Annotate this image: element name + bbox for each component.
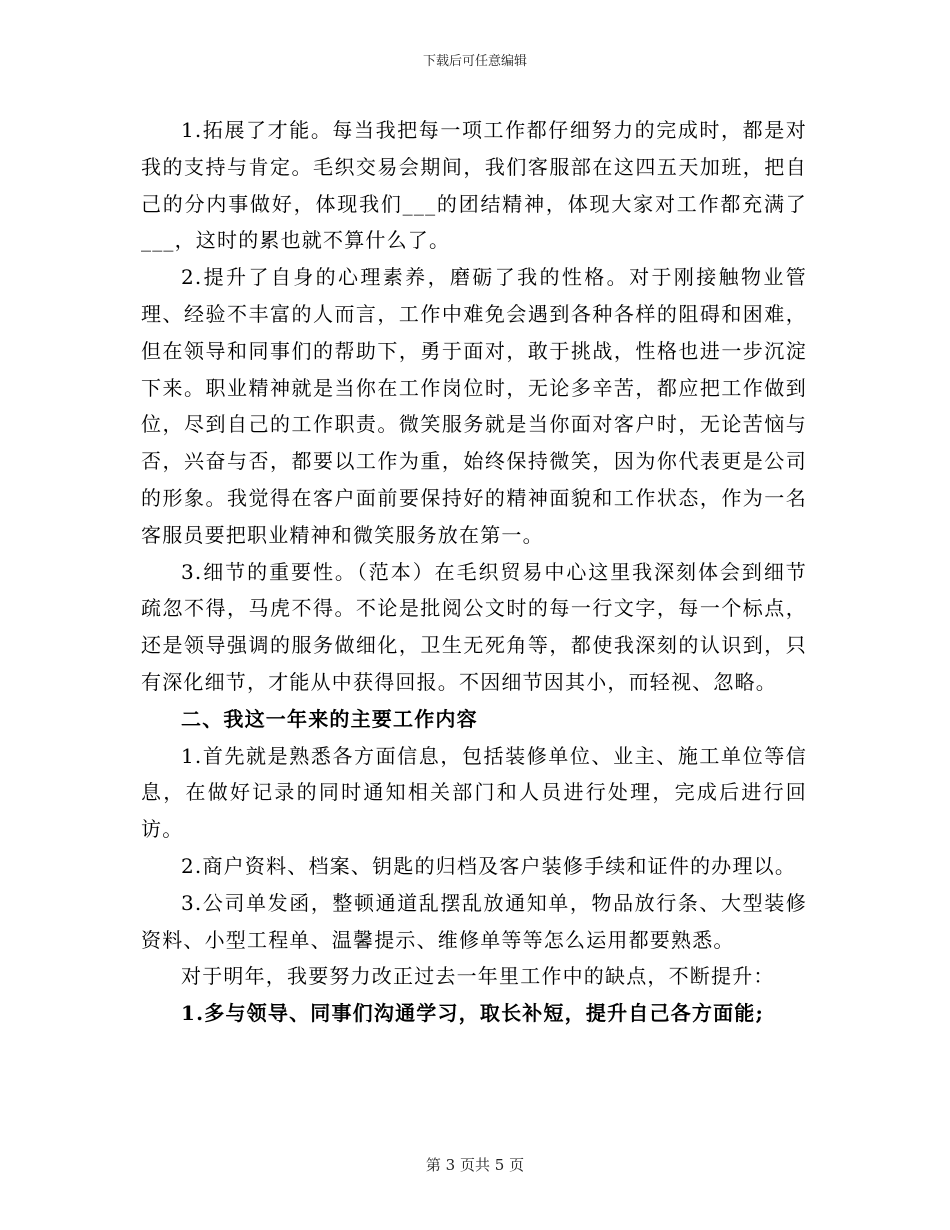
page-header: 下载后可任意编辑 [422, 54, 527, 69]
document-body [141, 112, 807, 1032]
work-item-archive: 2.商户资料、档案、钥匙的归档及客户装修手续和证件的办理以。 [181, 853, 797, 878]
section-heading: 二、我这一年来的主要工作内容 [181, 706, 478, 731]
work-item-info: 1.首先就是熟悉各方面信息，包括装修单位、业主、施工单位等信息，在做好记录的同时通知相关部门和人员进行处理，完成后进行回访。 [141, 743, 807, 842]
paragraph-details: 3.细节的重要性。（范本）在毛织贸易中心这里我深刻体会到细节疏忽不得，马虎不得。不论是批阅公文时的每一行文字，每一个标点，还是领导强调的服务做细化，卫生无死角等，都使我深刻的认识到，只有深化细节，才能从中获得回报。不因细节因其小，而轻视、忽略。 [141, 559, 807, 694]
next-year-item: 1.多与领导、同事们沟通学习，取长补短，提升自己各方面能; [181, 1001, 765, 1026]
paragraph-psychology: 2.提升了自身的心理素养，磨砺了我的性格。对于刚接触物业管理、经验不丰富的人而言，工作中难免会遇到各种各样的阻碍和困难，但在领导和同事们的帮助下，勇于面对，敢于挑战，性格也进一步沉淀下来。职业精神就是当你在工作岗位时，无论多辛苦，都应把工作做到位，尽到自己的工作职责。微笑服务就是当你面对客户时，无论苦恼与否，兴奋与否，都要以工作为重，始终保持微笑，因为你代表更是公司的形象。我觉得在客户面前要保持好的精神面貌和工作状态，作为一名客服员要把职业精神和微笑服务放在第一。 [141, 265, 807, 547]
page-footer: 第 3 页共 5 页 [425, 1156, 525, 1174]
next-year-intro: 对于明年，我要努力改正过去一年里工作中的缺点，不断提升： [181, 964, 775, 989]
work-item-documents: 3.公司单发函，整顿通道乱摆乱放通知单，物品放行条、大型装修资料、小型工程单、温馨提示、维修单等等怎么运用都要熟悉。 [141, 890, 807, 952]
paragraph-talent: 1.拓展了才能。每当我把每一项工作都仔细努力的完成时，都是对我的支持与肯定。毛织交易会期间，我们客服部在这四五天加班，把自己的分内事做好，体现我们___的团结精神，体现大家对工作都充满了___，这时的累也就不算什么了。 [141, 118, 807, 253]
